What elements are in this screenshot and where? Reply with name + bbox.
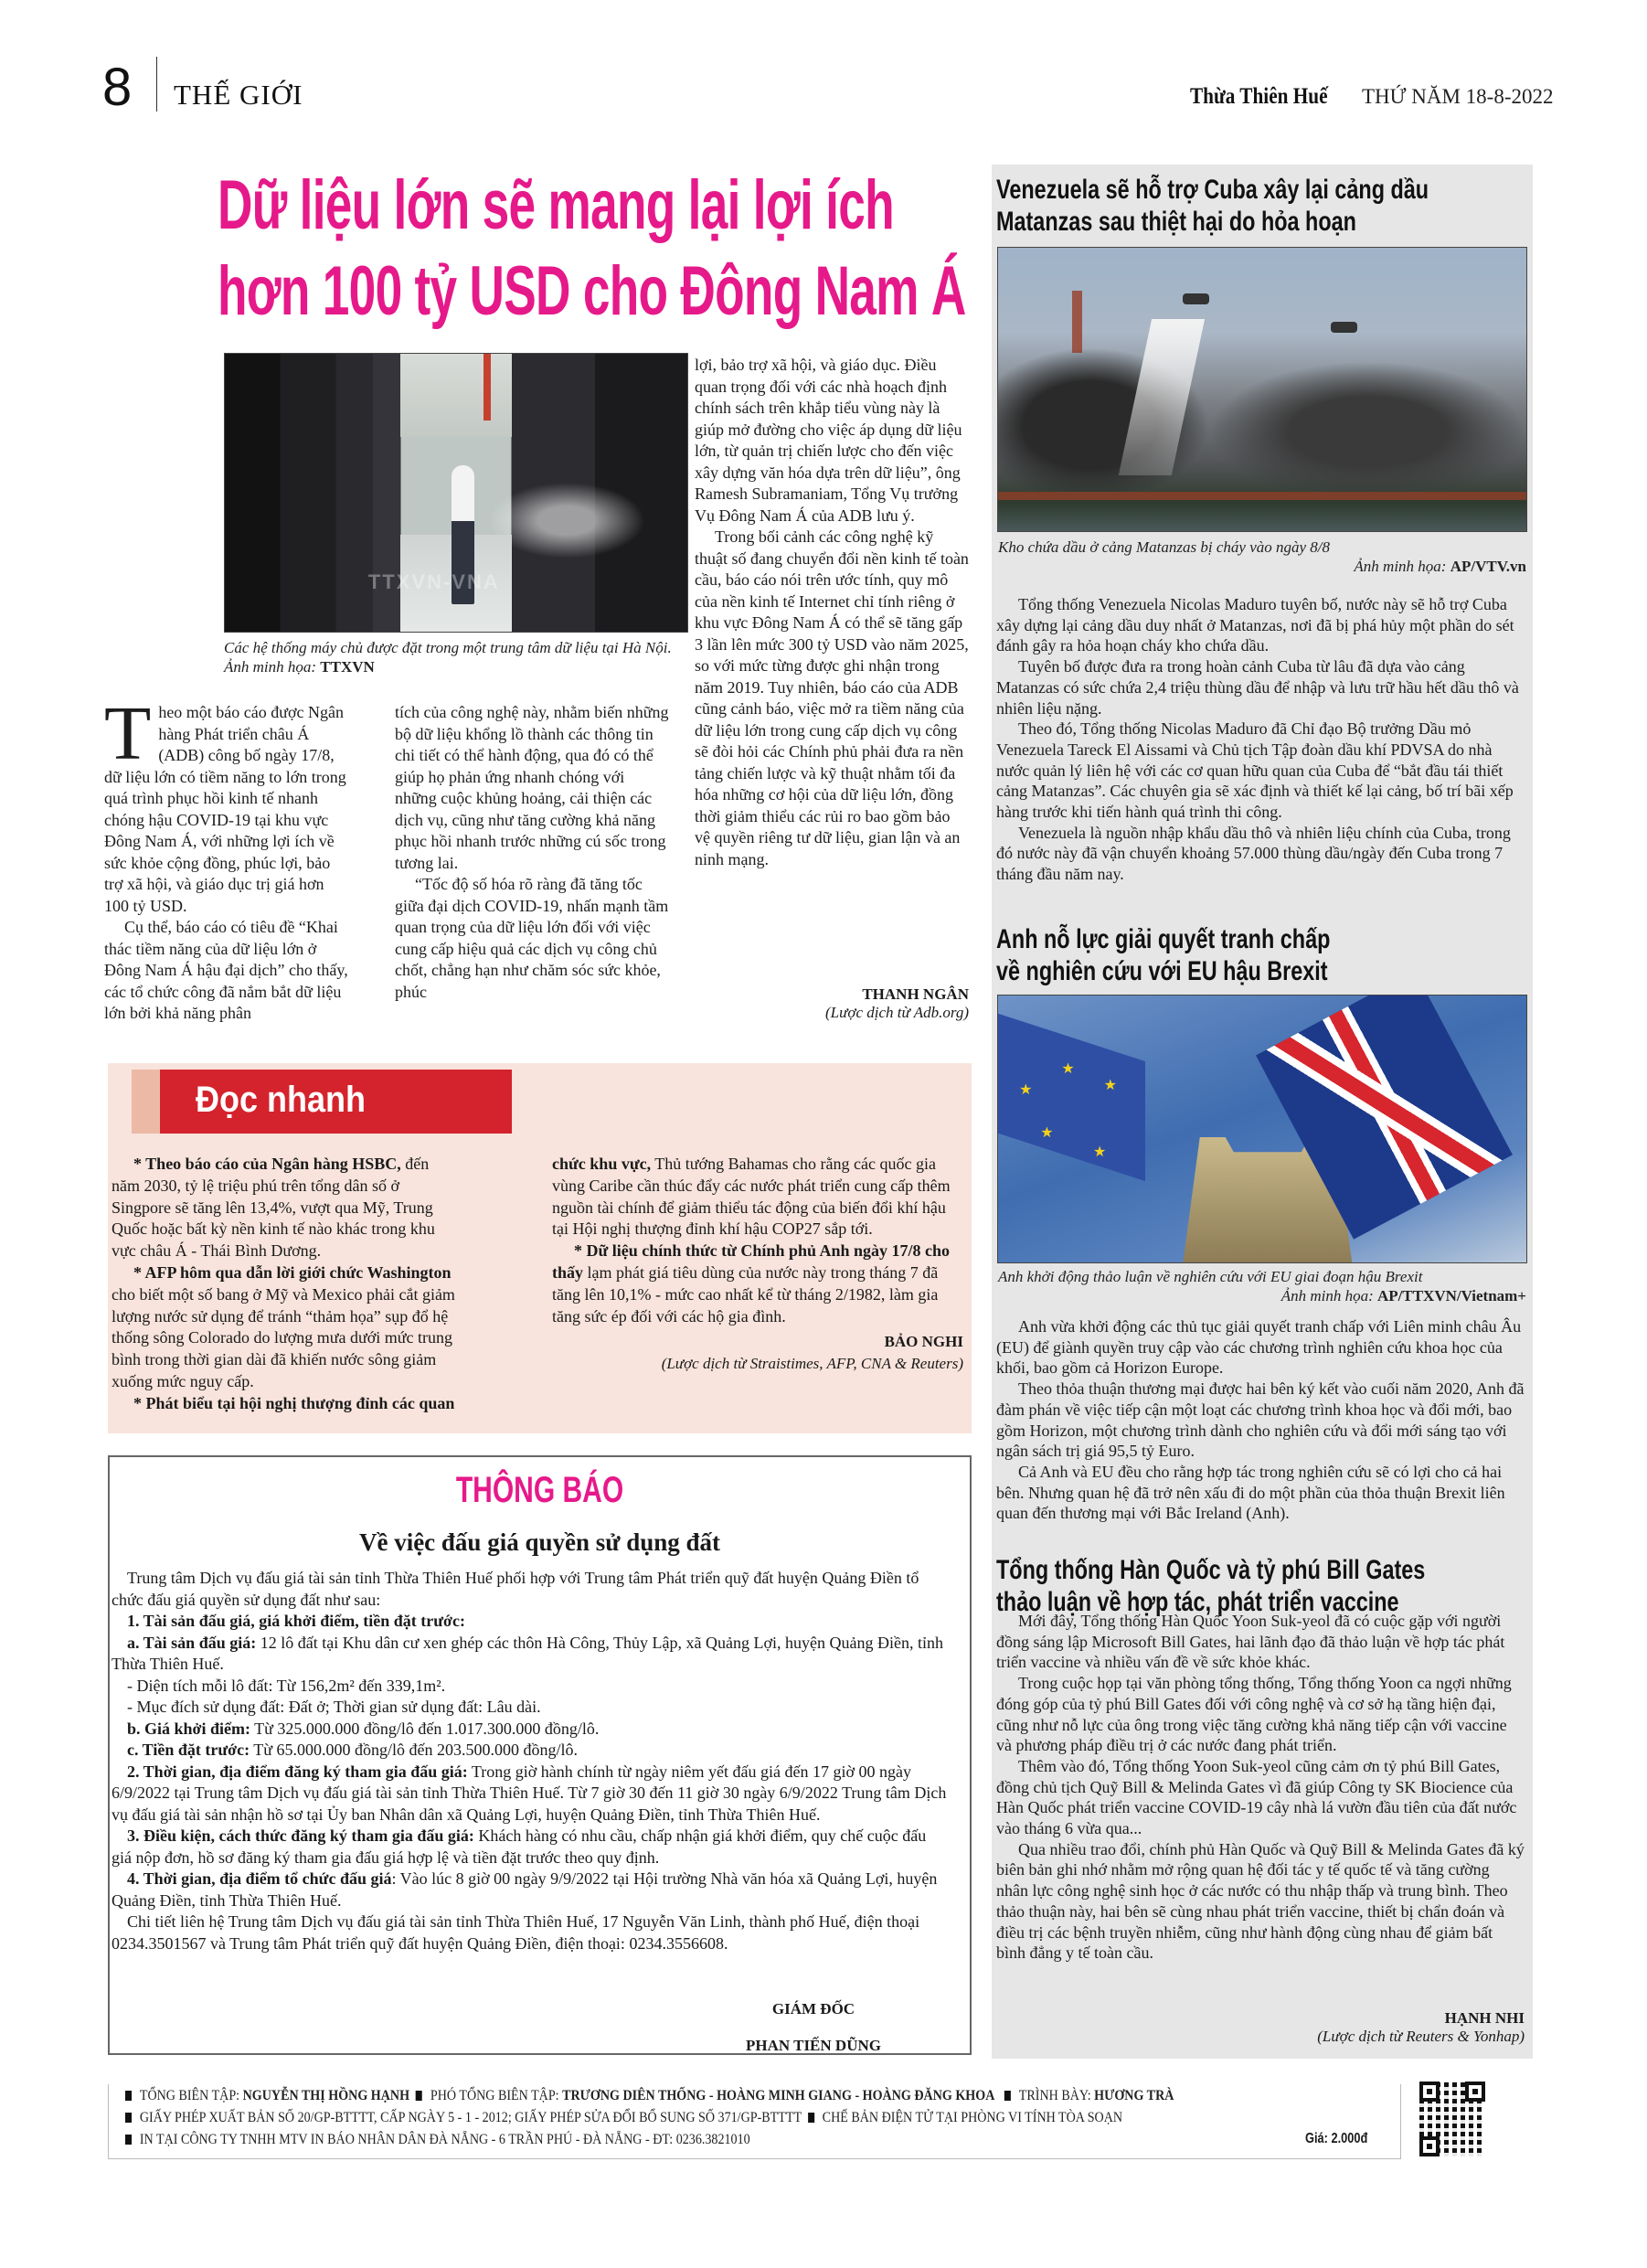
paragraph: Qua nhiều trao đổi, chính phủ Hàn Quốc và Quỹ Bill & Melinda Gates đã ký biên bản ghi nhớ nhằm mở rộng quan hệ đối tác y tế quốc tế và tăng cường nhân lực công nghệ sinh học ở các nước có thu nhập thấp và trung bình. Theo thảo thuận này, hai bên sẽ cùng nhau phát triển vaccine, thiết bị chẩn đoán và điều trị các bệnh truyền nhiễm, cũng như hành động cùng nhau để giảm bất bình đẳng y tế toàn cầu. [996, 1839, 1525, 1963]
photo-watermark: TTXVN-VNA [367, 570, 500, 594]
paragraph: Mới đây, Tổng thống Hàn Quốc Yoon Suk-yeol đã có cuộc gặp với người đồng sáng lập Microsoft Bill Gates, hai lãnh đạo đã thảo luận về hợp tác phát triển vaccine và nhiều vấn đề về sức khỏe khác. [996, 1612, 1505, 1672]
photo-smoke [1209, 361, 1526, 503]
star-icon: ★ [1093, 1144, 1107, 1160]
bullet-icon [1004, 2091, 1011, 2101]
notice-intro: Trung tâm Dịch vụ đấu giá tài sản tỉnh Thừa Thiên Huế phối hợp với Trung tâm Phát triển quỹ đất huyện Quảng Điền tổ chức đấu giá quyền sử dụng đất như sau: [112, 1569, 919, 1609]
quick-item: * Dữ liệu chính thức từ Chính phủ Anh ngày 17/8 cho thấy lạm phát giá tiêu dùng của nước này trong tháng 7 đã tăng lên 10,1% - mức cao nhất kể từ tháng 2/1982, làm gia tăng sức ép đối với các hộ gia đình. [552, 1241, 951, 1326]
section-name: THẾ GIỚI [174, 79, 303, 111]
newspaper-name: Thừa Thiên Huế [1190, 84, 1328, 109]
notice-purpose: - Mục đích sử dụng đất: Đất ở; Thời gian sử dụng đất: Lâu dài. [127, 1698, 541, 1716]
notice-section-1c: c. Tiền đặt trước: Từ 65.000.000 đồng/lô đến 203.500.000 đồng/lô. [127, 1741, 579, 1759]
bullet-icon [125, 2135, 132, 2145]
quick-item: * Phát biểu tại hội nghị thượng đỉnh các quan [133, 1393, 455, 1412]
brexit-article-body [996, 1316, 1525, 1524]
brexit-caption: Anh khởi động thảo luận về nghiên cứu với EU giai đoạn hậu Brexit Ảnh minh họa: AP/TTXVN/Vietnam+ [998, 1268, 1526, 1304]
main-article-column-3 [695, 355, 969, 870]
bullet-icon [808, 2113, 814, 2123]
price-label: Giá: 2.000đ [1305, 2131, 1368, 2146]
quick-read-column-2 [552, 1154, 963, 1375]
drop-cap: T [104, 691, 152, 776]
photo-pipe [483, 354, 491, 421]
qr-finder [1419, 2136, 1440, 2156]
korea-gates-article-body [996, 1611, 1525, 1964]
notice-title: THÔNG BÁO [455, 1470, 624, 1510]
main-article-column-2 [395, 702, 669, 1003]
notice-section-3: 3. Điều kiện, cách thức đăng ký tham gia đấu giá: Khách hàng có nhu cầu, chấp nhận giá khởi điểm, quy chế cuộc đấu giá nộp đơn, hồ sơ đăng ký tham gia đấu giá hợp lệ và tiền đặt trước theo quy định. [112, 1826, 927, 1867]
qr-finder [1419, 2082, 1440, 2102]
paragraph: Theo một báo cáo được Ngân hàng Phát triển châu Á (ADB) công bố ngày 17/8, dữ liệu lớn có tiềm năng to lớn trong quá trình phục hồi kinh tế nhanh chóng hậu COVID-19 tại khu vực Đông Nam Á, với những lợi ích về sức khỏe cộng đồng, phúc lợi, bảo trợ xã hội, và giáo dục trị giá hơn 100 tỷ USD. [104, 691, 346, 915]
matanzas-fire-photo [997, 247, 1527, 532]
main-article-byline [695, 985, 969, 1022]
star-icon: ★ [1061, 1061, 1075, 1078]
korea-gates-byline [996, 2009, 1525, 2046]
main-headline-line2: hơn 100 tỷ USD cho Đông Nam Á [218, 252, 966, 330]
quick-read-source: (Lược dịch từ Straistimes, AFP, CNA & Reuters) [661, 1355, 963, 1373]
paragraph: Trong bối cảnh các công nghệ kỹ thuật số đang chuyển đổi nền kinh tế toàn cầu, báo cáo nói trên ước tính, quy mô của nền kinh tế Internet chỉ tính riêng ở khu vực Đông Nam Á có thể sẽ tăng gấp 3 lần lên mức 300 tỷ USD vào năm 2025, so với mức từng được ghi nhận trong năm 2019. Tuy nhiên, báo cáo của ADB cũng cảnh báo, việc mở ra tiềm năng của dữ liệu lớn trong cung cấp dịch vụ công sẽ đòi hỏi các Chính phủ phải đưa ra nền tảng chiến lược và kỹ thuật nhằm tối đa hóa những cơ hội của dữ liệu lớn, đồng thời giảm thiểu các rủi ro bao gồm bảo vệ quyền riêng tư dữ liệu, gian lận và an ninh mạng. [695, 527, 969, 868]
main-article-column-1 [104, 691, 351, 1025]
qr-code-icon[interactable] [1419, 2082, 1485, 2156]
bullet-icon [125, 2091, 132, 2101]
eu-uk-flags-photo [997, 995, 1527, 1263]
star-icon: ★ [1019, 1082, 1033, 1099]
paragraph: Tổng thống Venezuela Nicolas Maduro tuyên bố, nước này sẽ hỗ trợ Cuba xây dựng lại cảng dầu duy nhất ở Matanzas, nơi đã bị phá hủy một phần do sét đánh gây ra hỏa hoạn cháy kho chứa dầu. [996, 595, 1514, 655]
photo-credit: TTXVN [320, 658, 375, 676]
paragraph: Theo thỏa thuận thương mại được hai bên ký kết vào cuối năm 2020, Anh đã đàm phán về việc tiếp cận một loạt các chương trình khoa học và đổi mới, bao gồm Horizon, một chương trình dành cho nghiên cứu và đổi mới sáng tạo với ngân sách trị giá 95,5 tỷ Euro. [996, 1379, 1525, 1461]
notice-section-4: 4. Thời gian, địa điểm tổ chức đấu giá: Vào lúc 8 giờ 00 ngày 9/9/2022 tại Hội trường Nhà văn hóa xã Quảng Lợi, huyện Quảng Điền, tỉnh Thừa Thiên Huế. [112, 1869, 938, 1910]
quick-read-title: Đọc nhanh [196, 1080, 367, 1120]
data-center-caption: Các hệ thống máy chủ được đặt trong một trung tâm dữ liệu tại Hà Nội. Ảnh minh họa: TTXVN [224, 639, 672, 676]
quick-item-continued: chức khu vực, Thủ tướng Bahamas cho rằng các quốc gia vùng Caribe cần thúc đẩy các nước phát triển cung cấp thêm nguồn tài chính để giảm thiểu tác động của biến đổi khí hậu tại Hội nghị thượng đỉnh khí hậu COP27 sắp tới. [552, 1155, 951, 1239]
main-headline [218, 163, 966, 335]
bullet-icon [125, 2113, 132, 2123]
photo-pier [998, 492, 1526, 500]
footer-printer: IN TẠI CÔNG TY TNHH MTV IN BÁO NHÂN DÂN ĐÀ NẴNG - 6 TRẦN PHÚ - ĐÀ NẴNG - ĐT: 0236.3821010 [125, 2130, 750, 2150]
header-divider [156, 57, 157, 112]
helicopter-icon [1331, 322, 1357, 333]
page-number: 8 [102, 58, 133, 117]
notice-area: - Diện tích mỗi lô đất: Từ 156,2m² đến 339,1m². [127, 1676, 446, 1695]
paragraph: Cụ thể, báo cáo có tiêu đề “Khai thác tiềm năng của dữ liệu lớn ở Đông Nam Á hậu đại dịch” cho thấy, các tổ chức công đã nắm bắt dữ liệu lớn bởi khả năng phân [104, 918, 348, 1022]
paragraph: Thêm vào đó, Tổng thống Yoon Suk-yeol cũng cảm ơn tỷ phú Bill Gates, đồng chủ tịch Quỹ Bill & Melinda Gates vì đã giúp Công ty SK Biocience của Hàn Quốc phát triển vaccine COVID-19 cây nhà lá vườn đầu tiên của đất nước vào tháng 6 vừa qua... [996, 1756, 1517, 1838]
photo-ceiling [400, 354, 511, 437]
quick-read-tab-accent [132, 1070, 161, 1134]
source-note: (Lược dịch từ Reuters & Yonhap) [1317, 2028, 1525, 2045]
paragraph: Trong cuộc họp tại văn phòng tổng thống, Tổng thống Yoon ca ngợi những đóng góp của tỷ phú Bill Gates đối với công nghệ và cơ sở hạ tầng hiện đại, cũng như nỗ lực của ông trong việc tăng cường khả năng tiếp cận với vaccine và phương pháp điều trị ở các nước đang phát triển. [996, 1674, 1512, 1755]
signer-name: PHAN TIẾN DŨNG [746, 2037, 881, 2054]
source-note: (Lược dịch từ Adb.org) [825, 1004, 969, 1021]
paragraph: lợi, bảo trợ xã hội, và giáo dục. Điều quan trọng đối với các nhà hoạch định chính sách trên khắp tiểu vùng này là giúp mở đường cho việc áp dụng dữ liệu lớn, từ quản trị chiến lược cho đến việc xây dựng văn hóa dựa trên dữ liệu”, ông Ramesh Subramaniam, Tổng Vụ trưởng Vụ Đông Nam Á của ADB lưu ý. [695, 356, 962, 525]
quick-item: * AFP hôm qua dẫn lời giới chức Washington cho biết một số bang ở Mỹ và Mexico phải cắt giảm lượng nước sử dụng để tránh “thảm họa” sụp đổ hệ thống sông Colorado do lượng mưa dưới mức trung bình trong thời gian dài đã khiến nước sông giảm xuống mức nguy cấp. [112, 1262, 455, 1390]
bullet-icon [416, 2091, 422, 2101]
signer-title: GIÁM ĐỐC [771, 2000, 855, 2018]
paragraph: tích của công nghệ này, nhằm biến những bộ dữ liệu khổng lồ thành các thông tin chi tiết có thể hành động, qua đó có thể giúp họ phản ứng nhanh chóng với những cuộc khủng hoảng, cải thiện các dịch vụ, cũng như tăng cường khả năng phục hồi nhanh trước những cú sốc trong tương lai. [395, 703, 669, 872]
issue-date: THỨ NĂM 18-8-2022 [1362, 85, 1554, 108]
quick-read-column-1 [112, 1154, 459, 1415]
korea-gates-headline: Tổng thống Hàn Quốc và tỷ phú Bill Gates thảo luận về hợp tác, phát triển vaccine [996, 1555, 1426, 1617]
matanzas-caption: Kho chứa dầu ở cảng Matanzas bị cháy vào ngày 8/8 Ảnh minh họa: AP/VTV.vn [998, 538, 1526, 575]
notice-section-1: 1. Tài sản đấu giá, giá khởi điểm, tiền đặt trước: [127, 1612, 465, 1630]
helicopter-icon [1183, 293, 1209, 304]
notice-body [112, 1568, 948, 1954]
photo-chimney [1072, 291, 1083, 353]
paragraph: Venezuela là nguồn nhập khẩu dầu thô và nhiên liệu chính của Cuba, trong đó nước này đã vận chuyển khoảng 57.000 thùng dầu/ngày đến Cuba trong 7 tháng đầu năm nay. [996, 823, 1511, 884]
footer-editors: TỔNG BIÊN TẬP: NGUYỄN THỊ HỒNG HẠNH PHÓ TỔNG BIÊN TẬP: TRƯƠNG DIÊN THỐNG - HOÀNG MINH GIANG - HOÀNG ĐĂNG KHOA TRÌNH BÀY: HƯƠNG TRÀ [125, 2086, 1174, 2106]
data-center-photo [224, 353, 688, 633]
paragraph: Cả Anh và EU đều cho rằng hợp tác trong nghiên cứu sẽ có lợi cho cả hai bên. Nhưng quan hệ đã trở nên xấu đi do một phần của thỏa thuận Brexit liên quan đến thương mại với Bắc Ireland (Anh). [996, 1462, 1505, 1523]
star-icon: ★ [1040, 1125, 1054, 1142]
notice-section-2: 2. Thời gian, địa điểm đăng ký tham gia đấu giá: Trong giờ hành chính từ ngày niêm yết đấu giá đến 17 giờ 00 ngày 6/9/2022 tại Trung tâm Dịch vụ đấu giá tài sản tỉnh Thừa Thiên Huế. Từ 7 giờ 30 đến 11 giờ 30 ngày 6/9/2022 Trung tâm Dịch vụ đấu giá tài sản nhận hồ sơ tại Ủy ban Nhân dân xã Quảng Lợi, huyện Quảng Điền, tỉnh Thừa Thiên Huế. [112, 1762, 947, 1824]
notice-subtitle: Về việc đấu giá quyền sử dụng đất [358, 1528, 721, 1556]
quick-read-author: BẢO NGHI [884, 1333, 963, 1351]
venezuela-headline: Venezuela sẽ hỗ trợ Cuba xây lại cảng dầu Matanzas sau thiệt hại do hỏa hoạn [996, 175, 1429, 237]
notice-signature [695, 1991, 932, 2064]
paragraph: “Tốc độ số hóa rõ ràng đã tăng tốc giữa đại dịch COVID-19, nhấn mạnh tầm quan trọng của dữ liệu lớn đối với việc cung cấp hiệu quả các dịch vụ công chủ chốt, chẳng hạn như chăm sóc sức khỏe, phúc [395, 875, 669, 1001]
paragraph: Anh vừa khởi động các thủ tục giải quyết tranh chấp với Liên minh châu Âu (EU) để giành quyền truy cập vào các chương trình nghiên cứu khoa học của khối, bao gồm cả Horizon Europe. [996, 1317, 1522, 1378]
brexit-headline: Anh nỗ lực giải quyết tranh chấp về nghiên cứu với EU hậu Brexit [996, 924, 1331, 986]
author-name: THANH NGÂN [862, 985, 969, 1003]
star-icon: ★ [1103, 1077, 1117, 1093]
qr-finder [1465, 2082, 1485, 2102]
notice-contact: Chi tiết liên hệ Trung tâm Dịch vụ đấu giá tài sản tỉnh Thừa Thiên Huế, 17 Nguyễn Văn Linh, thành phố Huế, điện thoại 0234.3501567 và Trung tâm Phát triển quỹ đất huyện Quảng Điền, điện thoại: 0234.3556608. [112, 1912, 920, 1953]
quick-item: * Theo báo cáo của Ngân hàng HSBC, đến năm 2030, tỷ lệ triệu phú trên tổng dân số ở Singpore sẽ tăng lên 13,4%, vượt qua Mỹ, Trung Quốc hoặc bất kỳ nền kinh tế nào khác trong khu vực châu Á - Thái Bình Dương. [112, 1155, 435, 1261]
notice-section-1b: b. Giá khởi điểm: Từ 325.000.000 đồng/lô đến 1.017.300.000 đồng/lô. [127, 1719, 600, 1738]
author-name: HẠNH NHI [1444, 2009, 1525, 2027]
footer-license: GIẤY PHÉP XUẤT BẢN SỐ 20/GP-BTTTT, CẤP NGÀY 5 - 1 - 2012; GIẤY PHÉP SỬA ĐỔI BỔ SUNG SỐ 371/GP-BTTTT CHẾ BẢN ĐIỆN TỬ TẠI PHÒNG VI TÍNH TÒA SOẠN [125, 2108, 1122, 2128]
main-headline-line1: Dữ liệu lớn sẽ mang lại lợi ích [218, 166, 894, 244]
paragraph: Theo đó, Tổng thống Nicolas Maduro đã Chỉ đạo Bộ trưởng Dầu mỏ Venezuela Tareck El Aissami và Chủ tịch Tập đoàn dầu khí PDVSA do nhà nước quản lý liên hệ với các cơ quan hữu quan của Cuba để “bắt đầu tái thiết cảng Matanzas”. Các chuyên gia sẽ xác định và thiết kế lại cảng, bố trí bãi xếp hàng trước khi tiến hành quá trình thi công. [996, 719, 1514, 822]
venezuela-article-body [996, 594, 1525, 885]
paragraph: Tuyên bố được đưa ra trong hoàn cảnh Cuba từ lâu đã dựa vào cảng Matanzas có sức chứa 2,4 triệu thùng dầu để nhập và lưu trữ hầu hết dầu thô và nhiên liệu nặng. [996, 657, 1519, 718]
notice-section-1a: a. Tài sản đấu giá: 12 lô đất tại Khu dân cư xen ghép các thôn Hà Công, Thủy Lập, xã Quảng Lợi, huyện Quảng Điền, tỉnh Thừa Thiên Huế. [112, 1633, 943, 1673]
